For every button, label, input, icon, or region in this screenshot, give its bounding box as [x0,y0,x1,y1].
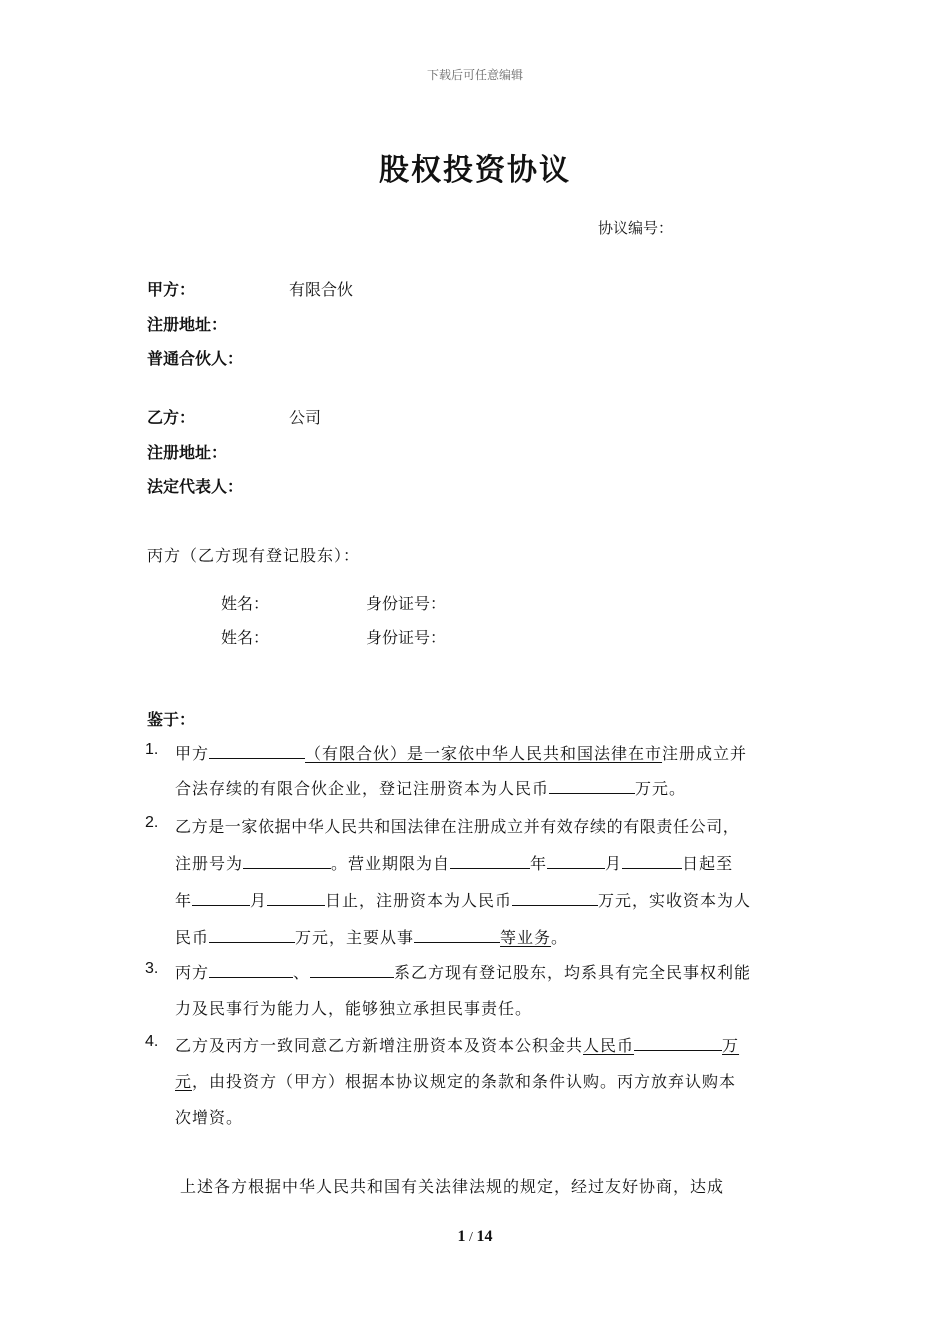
party-a-label: 甲方： [147,280,196,299]
party-b-reg-address-label: 注册地址： [147,443,228,462]
whereas-item-number: 4. [145,1033,159,1050]
whereas-item-3-line-1: 丙方 、 系乙方现有登记股东，均系具有完全民事权利能 [175,963,752,982]
page-header-note: 下载后可任意编辑 [426,68,523,82]
party-c-label: 丙方（乙方现有登记股东）： [147,546,361,565]
whereas-item-4-line-3: 次增资。 [175,1108,244,1127]
blank-line[interactable] [622,852,682,869]
whereas-item-2-line-4: 民币 万元，主要从事 等业务。 [175,928,569,947]
party-a-gp-label: 普通合伙人： [147,349,244,368]
whereas-item-2-line-2: 注册号为 。营业期限为自 年 月 日起至 [175,854,734,873]
blank-line[interactable] [209,961,293,978]
page-number: 1 / 14 [457,1228,493,1245]
party-a-value: 有限合伙 [289,280,354,299]
party-c-name-label: 姓名： [221,594,270,613]
agreement-number-label: 协议编号： [598,219,674,237]
party-c-name-label: 姓名： [221,628,270,647]
blank-line[interactable] [450,852,530,869]
closing-paragraph: 上述各方根据中华人民共和国有关法律法规的规定，经过友好协商，达成 [180,1177,725,1196]
blank-line[interactable] [209,742,305,759]
whereas-item-4-line-2: 元，由投资方（甲方）根据本协议规定的条款和条件认购。丙方放弃认购本 [175,1072,737,1091]
whereas-item-2-line-3: 年 月 日止，注册资本为人民币 万元，实收资本为人 [175,891,752,910]
party-b-value: 公司 [289,408,322,427]
blank-line[interactable] [547,852,605,869]
whereas-item-number: 2. [145,814,159,831]
whereas-item-1-line-1: 甲方 （有限合伙）是一家依中华人民共和国法律在市注册成立并 [175,744,748,763]
document-title: 股权投资协议 [379,153,571,188]
whereas-heading: 鉴于： [147,710,196,729]
blank-line[interactable] [549,777,635,794]
blank-line[interactable] [512,889,598,906]
whereas-item-3-line-2: 力及民事行为能力人，能够独立承担民事责任。 [175,999,533,1018]
party-b-label: 乙方： [147,408,196,427]
whereas-item-number: 3. [145,960,159,977]
whereas-item-1-line-2: 合法存续的有限合伙企业，登记注册资本为人民币 万元。 [175,779,687,798]
blank-line[interactable] [209,926,295,943]
whereas-item-4-line-1: 乙方及丙方一致同意乙方新增注册资本及资本公积金共人民币 万 [175,1036,740,1055]
party-c-id-label: 身份证号： [366,628,447,647]
party-b-legal-rep-label: 法定代表人： [147,477,244,496]
blank-line[interactable] [192,889,250,906]
party-c-id-label: 身份证号： [366,594,447,613]
blank-line[interactable] [243,852,331,869]
whereas-item-number: 1. [145,741,159,758]
blank-line[interactable] [267,889,325,906]
whereas-item-2-line-1: 乙方是一家依据中华人民共和国法律在注册成立并有效存续的有限责任公司， [175,817,740,836]
blank-line[interactable] [310,961,394,978]
blank-line[interactable] [414,926,500,943]
party-a-reg-address-label: 注册地址： [147,315,228,334]
blank-line[interactable] [634,1034,722,1051]
